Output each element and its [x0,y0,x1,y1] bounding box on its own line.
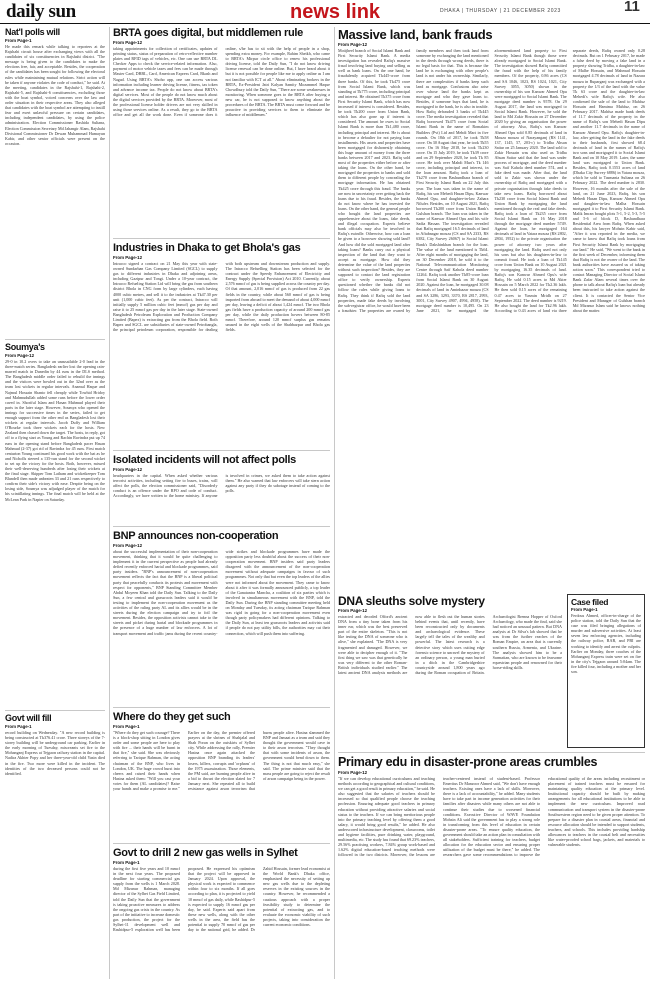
article-continuation: From Page-12 [113,467,143,472]
article-headline: Isolated incidents will not affect polls [113,454,296,466]
dateline: DHAKA | THURSDAY | 21 DECEMBER 2023 [440,8,561,14]
divider [113,238,330,239]
article-dna-sleuths [338,594,562,743]
article-continuation: From Page-1 [113,860,140,865]
article-massive-frauds [338,27,645,591]
article-industries [113,242,330,447]
divider [113,526,330,527]
article-body: taking appointments for collection of certificates, updates of printing status, status of preparation of retro-reflective number plates and RFID tags of vehicles, etc. One can use BRTA DL Checker Apps to check the service-related information. Also, payment of motor vehicle taxes and fees can be made through Master Card, DBBL, Card, American Express Card, Bkash and Nagad. Using BRTA's Shoho app, one can access various information including learner driving license, fitness, tax token and advance income tax. People do not know about BRTA's digital services. Most of the people do not know much about the digital services provided by the BRTA. Moreover, most of the professional license holder drivers are not very skilled in using those services online. As a result, they go to the BRTA office and get all the work done. Even if someone does it online, s/he has to sit with the help of people in a shop, spending extra money. For example, Rahim Sheikh, who came to BRTA's Mirpur circle office to renew his professional driving license, told the Daily Sun, "I do not know driving license renewal can be done online. But, I have heard about it but it is not possible for people like me to apply online as I am not familiar with ICT at all." About eliminating brokers in the BRTA, Ex-President Jatri Kalyan Samity Mozammel Haque Chowdhury told the Daily Sun, "There are some weaknesses in monitoring. When someone goes to the BRTA after buying a new car, he is not supposed to know anything about the procedures of the BRTA. The BRTA must come forward and be proactive in providing services to them to eliminate the influence of middlemen." [113,46,330,118]
article-headline: BNP announces non-cooperation [113,530,279,542]
page-number: 11 [624,0,640,15]
divider [338,752,645,753]
divider [113,843,330,844]
article-headline: Govt to drill 2 new gas wells in Sylhet [113,847,298,859]
article-continuation: From Page-1 [113,724,140,729]
article-case-filed [571,597,641,745]
divider [113,450,330,451]
article-isolated-incidents [113,454,330,523]
newspaper-logo: daily sun [6,1,76,22]
article-continuation: From Page-1 [5,38,32,43]
article-continuation: From Page-12 [113,255,143,260]
article-headline: Soumya's [5,342,45,352]
article-headline: Nat'l polls will [5,27,60,37]
article-natl-polls [5,27,105,337]
article-body: during the first five years and 10 mmcf in the next four years. The proposed deadline for starting commercial gas supply from the wells is 1 March 2028. Md Mizanur Rahman, managing director of the Sylhet Gas Field Limited, told the Daily Sun that the government is taking proactive measures to address the ongoing gas crisis in the country. As part of the initiative to increase domestic gas production, the project for the Sylhet-11 development well and Rashidpur-5 exploration well has been proposed. He expressed his optimism that the project will be approved in January 2024. Upon approval, the physical work is expected to commence within four to six months. If all goes according to plan, it is projected to yield 10 mmcf of gas daily, while Rashidpur-5 is expected to supply 16 mmcf gas per day, he said. Experts said apart from these new wells, along with the other wells in the area, the field has the potential to supply 70 mmcf of gas per day to the national grid, he added. Dr Zahid Hossain, former lead economist at the World Bank's Dhaka office, emphasised the necessity of setting up new gas wells due to the depleting reserves in the existing sources in the country. However, he recommended a cautious approach with a proper feasibility study to determine the potential of extracting gas, and to evaluate the economic viability of such projects, taking into consideration the current economic conditions. [113,866,330,933]
article-body: "If we can develop educational curriculums and teaching methods according to geographical and cultural conditions, we can get a good result in primary education," he said. He also suggested that the salaries of teachers should be increased so that qualified people choose the teaching profession. Ensuring adequate good teachers in primary education without providing attractive salaries and social status to the teachers. If we can bring meritorious people into the primary teaching level by offering them a good salary, it would bring good results," he added. He also underscored infrastructure development, classrooms, toilet and hygiene facilities, pure drinking water, playground, multimedia, etc. The study has found that 69.23% teachers, 29.56% practising workers, 7.84% group work-based and 1.62% digital education-based teaching methods were followed in the two districts. Moreover, the lessons are teacher-centered instead of student-based. Professor Emeritus Dr Manzoor Ahmed said, "We don't have enough teachers. Existing ones have a lack of skills. Moreover, there is a lack of accountability," he added. Many students have to take part in income generation activities for their families after disasters while many others are not able to continue their studies due to worsened financial conditions. Executive Director of WAVE Foundation Mohsin Ali said the government has to play a strong role in transforming from this level of education in certain disaster-prone areas. "To ensure quality education, the government should take an action plan in consultation with all stakeholders. Sufficient training for teachers, budget allocation for the education sector and ensuring proper utilisation of the budget must be there," he added. The researchers gave some recommendations to improve the educational quality of the areas including recruitment or placement of trained teachers must be ensured for maintaining quality education at the primary level. Institutional capacity should be built by making arrangements for all educational institutions to be able to implement the new curriculum. Improved road communication and transport system in the disaster-prone Southwestern region need to be given proper attention. To prepare for a disaster plan in coastal areas, financial and resource allocation should be intended to support students, teachers, and schools. This includes providing hardship allowances to teachers in the coastal belt and necessities like water-proofed school bags, jackets, and materials to vulnerable students. [338,776,645,858]
article-headline: Massive land, bank frauds [338,27,493,42]
article-continuation: From Page-1 [571,607,598,612]
divider [5,710,105,711]
article-where-do-they-get [113,711,330,840]
article-brta [113,27,330,235]
article-continuation: From Page-12 [5,353,35,358]
article-primary-edu [338,755,645,979]
section-title: news link [290,1,381,23]
article-body: extracted and decoded Offord's ancient DNA from a tiny bone taken from his inner ear, which was the best preserved part of the entire skeleton. "This is not like testing the DNA of someone who is alive," she explained. "The DNA is very fragmented and damaged. However, we were able to decipher enough of it. "The first thing we saw was that genetically he was very different to the other Roman-British individuals studied earlier." The latest ancient DNA analysis methods are now able to flesh out the human stories behind events that, until recently, have been reconstructed only by documents and archaeological evidence. These largely tell the tales of the wealthy and powerful. The latest research is a detective story which uses cutting edge forensic science to unravel the mystery of an ordinary person, a young man buried in a ditch in the Cambridgeshire countryside around 1,800 years ago during the Roman occupation of Britain. Archaeologist Brenna Hopper of Oxford Archaeology, who made the find, said she had noticed an unusual pattern. But DNA analysis at Dr Silva's lab showed that he was from the further reaches of the Roman Empire, an area that is currently southern Russia, Armenia, and Ukraine. The analysis showed him to be a Sarmatian, who are known to be fearsome equestrian people and renowned for their horse-riding skills. [338,614,562,676]
article-continuation: From Page-1 [5,724,32,729]
article-headline: Where do they get such [113,711,231,723]
article-headline: Primary edu in disaster-prone areas crumbles [338,755,598,769]
article-body: record building on Wednesday. "A new record building is being constructed at Tk376.41 crore. Three storeys of the 7-storey building will be underground car parking. Earlier in the early morning of Tuesday, miscreants set fire to the Mohanganj Express at Tejgaon railway station in the capital. Nadira Akhter Popy and her three-year-old child Yasin died in the fire. Two more were killed in the incident. The identities of the two deceased persons could not be identified. [5,730,105,776]
article-continuation: From Page-12 [338,770,368,775]
article-soumya [5,342,105,707]
article-body: 29-0 in 10.2 overs to take an unassailable 2-0 lead in the three-match series. Bangladesh earlier lost the opening rain-marred match in Dunedin by 44 runs in the DLS method. The Bangladesh middle order failed to rebuild the innings and the visitors were bowled out in the 32nd over as the team lost wickets in regular intervals. Anamul Haque and Najmul Hossain Shanto fell cheaply while Towhid Hridoy and Mahmudullah added some runs before the lower order caved in. Shoriful Islam and Hasan Mahmud played their parts in the later stage. However, Soumya who opened the innings for successive times in the series, failed to get enough support from the other end as Bangladesh lost their wickets at regular intervals. Jacob Duffy and William O'Rourke took three wickets each for the hosts. New Zealand then chased down the target. The hosts, in reply, got off to a flying start as Young and Rachin Ravindra put up 74 runs in the opening stand before Bangladesh pacer Hasan Mahmud (2-37) got rid of Ravindra for 45 runs. First match centurion Young continued his good work with the bat as he and Nicholls steered a 135-run stand for the second wicket to set up the victory for the hosts. Both, however, missed their well-deserving hundreds after losing their wickets at the final stage. Skipper Tom Latham and wicketkeeper Tom Blundell then made unbeaten 33 and 21 runs respectively to confirm their side's victory with ease. Despite being on the losing side, Soumya was adjudged player of the match for his scintillating innings. The final match will be held at the McLean Park in Napier on Saturday. [5,359,105,502]
article-continuation: From Page-12 [113,40,143,45]
article-headline: Case filed [571,597,609,607]
article-continuation: From Page-12 [338,42,368,47]
article-headline: BRTA goes digital, but middlemen rule [113,27,303,39]
column-divider [334,27,335,979]
article-govt-gas-wells [113,847,330,979]
article-body: Motijheel branch of Social Islami Bank and First Security Islami Bank. A media investigation has revealed Rafiq's massive fraud involving land buying and selling as well as bank loans. On the one hand, he fraudulently acquired Tk445-crore from three banks. Of this, he took Tk475 crore from Social Islami Bank, which was standing at Tk775 crore, including principal and interest. He obtained Tk375 crore from First Security Islami Bank, which has now increased if interest is considered. Besides, he took Tk200 crore from Union Bank, which has also gone up if interest is considered. The amount he owes to Social Islami Bank is more than Tk1,480 crore, including principal and interest. He is about to become a defaulter for not paying loan installments. His assets and properties have been mortgaged for dishonestly obtaining this huge amount of money from the three banks between 2017 and 2023. Rafiq sold most of the properties either before or after taking the loans. On the other hand, he mortgaged the properties to banks and sold them to different people by concealing the mortgage information. He has obtained Tk425 crore through this fraud. The banks are now in uncertainty over getting back the loans due to his fraud. Besides, the banks do not know where he has invested the loans. On the other hand, the general people who bought the land properties are apprehensive about the loans, fake deeds, and illegal occupation. Experts believe bank officials may also be involved in Rafiq's swindle. Otherwise, how can a loan be given to a borrower showing sold land? And how did the sold mortgaged land after taking loans? Banks carry out a physical inspection of the land that they want to accept as mortgage. How did they determine the value of the land properties without such inspection? Besides, they are supposed to contact the land registration office to verify ownership. Experts questioned whether the banks did not follow the rules while giving loans to Rafiq. They think if Rafiq sold the land properties, made fake deeds by involving the sub-registrar office, he would have been a fraudster. The properties are owned by family members and then took land from someone by exchanging the land mentioned in the deeds through wrong deeds, there is no legal basis for that. This is because the land he is exchanging with other people's land is not under his ownership. Similarly, there are complexities if banks keep such land as mortgage. Confusions also arise over whose land the banks kept as mortgage and who they gave loans to. Besides, if someone buys that land, he is mortgaged to the bank, he is also in trouble. How Rafiq defrauded 3 banks of Tk445 crore. The media investigation revealed that Rafiq borrowed Tk475 crore from Social Islami Bank in the name of Romakim Builders (Pvt) Ltd and Mehdi Mart in five rounds. On 18th of 2017, he took Tk58 crore. On 30 August that year, he took Tk55 crore. On 16 May 2018, he took Tk230 crore. On 15 July 2019, he took Tk39 crore and on 29 September 2020, he took Tk 85 crore. He took over Mahdi Mart's Tk 146 crore, including principal and interest, in the loan amount. Rafiq took a loan of Tk270 crore from Bashundhara branch of First Security Islami Bank on 22 July this year. The loan was taken in the name of Rafiq, his son Mehedi Hasan Dipu, Kanwar Ahmed Opu, and daughter-in-law Zahara Nilufer. Besides, on 10 August 2021, Rafiq borrowed Tk200 crore from Union Bank's Gulshan branch. The loan was taken in the name of Kanwar Ahmed Opu and his wife Sadia Hassan. The investigation revealed that Rafiq mortgaged 16.5 decimals of land in Aftabnagar mouza (CS and SA 2333, RS 6382, City Survey 26067) to Social Islami Bank's Dakshinkhan branch for the loan. The value of the land mentioned is Tk64. After eight months of mortgaging the land, on 30 December 2018, he sold it to the National Telecommunication Monitoring Centre through Saif Kahola deed number 12264. Rafiq took another Tk85-crore loan from Social Islami Bank on 30 August 2020. Against the loan, he mortgaged 30.08 decimals of land in Aminbazar mouza (CS and SA 3286, 3293, 3370, RS 2817, 2993, 3001, City Survey 4907, 4994, 4958). The mortgage deed number is 10,495. On 23 June 2021, he mortgaged the aforementioned land property to First Security Islami Bank though those were already mortgaged to Social Islami Bank. The investigation showed Rafiq committed the fraud with the help of his family members. Of the property, 0.86 acres (CS and SA 1046, 1023, RS 1024, 1021, City Survey 3055, 3050) shown in the ownership of his son Kanwar Ahmed Opu were mortgaged to Social Islami Bank. The mortgage deed number is 9578. On 29 August 2017, the land was mortgaged to Social Islami Bank. However, he sold the land to Md Zakir Hossain on 27 December 2020 by giving an organisation the power of attorney. Also, Rafiq's son Kanwar Ahmed Opu sold 0.85 decimals of land in Mouza mouza of Narayanganj (RS 1141, 137, 1145, 57, 203-c) to Tridha Ahsan Sattar on 25 January 2020. The land sold to Zakir Hossain was also used as Tridha Ahsan Sattar said that the land was under process of mortgage, and the deed number was Saif Kahola deed number 574, and a fake deed was made. After that, the land sold to Zakir was shown under the ownership of Rafiq and mortgaged with a private organisation through fake deeds to take new loans. Rafiq borrowed about Tk230 crore from Social Islami Bank and Union Bank by mortgaging the land mentioned through the real and fake deeds. Rafiq took a loan of Tk235 crore from Social Islami Bank on 16 May 2018 through the mortgage deed number 5749. Against the loan, he mortgaged 164 decimals of land in Vatara mouza (RS 2802, 2804, 1952) to the private organisation the power of attorney two years after mortgaging the land. Rafiq used not only his sons but also his daughters-in-law to commit fraud. He took a loan of Tk145 crore from Union Bank on 10 August 2021 by mortgaging 16.35 decimals of land. Rafiq's son Kanwar Ahmed Opu's wife Rafiq, He sold 0.15 acres to Md Akter Hossain on 5 March 2022 for Tk2.36 lakh. He then sold 0.15 acres of the remaining 0.47 acres to Yasmin Mridh on 27 September 2022. The deed number is 9219. He also bought the land for Tk2.96 lakh. According to 0.43 acres of land via three separate deeds, Rafiq owned only 0.28 decimals. But on 1 February 2017, he made a false deed by moving a fake land in a property showing Tridha, a daughter-in-law of Malhe Hossain, and Mahmud Hossain mortgaged 4.78 decimals of land in Nazara mouza in Ruparganj was exchanged with a property the 1/3 of the land with the value Tk 63 crore and the daughter-in-law Mehedi's wife Rafiq's wife. He also confirmed the sale of the land to Mahfuz Hossain and Hamima Mahfuz, on 26 February 2017. Mahfuz made bank deeds of 11.7 decimals of the property in the name of Rafiq's son Mehedi Hasan Dipu and another 11.7 decimals in the name of Kanwar Ahmed Opu. Rafiq's daughter-in-law, after getting the land in the fake deeds to their husbands, first showed 68.4 decimals of land in the names of Rafiq's two sons and mortgaged it to Social Islami Bank and on 10 May 2019. Later, the same land was mortgaged to Union Bank. Besides, Rafiq took 0.1553 acres of land (Dhaka City Survey 6886) in Vatara mouza, which he sold to Tasmania Sultana on 26 February 2022. The deed number is 2830. However, 16 months after the sale of the land, on 21 June 2023, Rafiq, his son Mehedi Hasan Dipu, Kanwar Ahmed Opu and daughter-in-law Malha Hossain mortgaged it to First Security Islami Bank. Malik Imran bought plots 5-1, 5-2, 5-3, 5-5 and 5-6 of block D, Bashundhara Residential Area from Rafiq. When asked about this, his lawyer Mohsin Kabir said, "After it was reported in the media, we came to know that Rafiq took loans from First Security Islami Bank by mortgaging our land." He said, "We went to the bank in the first week of December, informing them that Rafiq is not the owner of the land. The bank authorities have assured us of taking action soon." This correspondent tried to contact Managing Director of Social Islami Bank Zafar Alam several times over the phone to talk about Rafiq's loan but already been instructed to take action against the client. It is contacted the Senior Vice President and Manager of Gulshan branch Md Mizanur Islam said he knows nothing about the matter. [338,48,645,313]
article-body: headquarters in the capital. When asked whether various terrorist activities, including setting fire to buses, trains, will affect the polls, the election commissioner said, "Disorderly conduct is an offence under the RPO and code of conduct. Accordingly, we have written to the home ministry. If anyone is involved in crimes, we asked them to take action against them." He also warned that law enforcers will take stern action against any party if they do sabotage instead of coming to the polls. [113,473,330,499]
article-headline: Industries in Dhaka to get Bhola's gas [113,242,301,254]
article-body: Intracco signed a contract on 21 May this year with state-owned Sundarban Gas Company Limited (SGCL) to supply gas to different industries in Dhaka and adjoining areas, including Gazipur and Tongi. Under a 10-year contract, the Intracco Refueling Station Ltd will bring the gas from southern district Bhola in CNG form by large cylinders, each having 4000 cubic metres, and sell it to the industries at Tk47.30 per unit (1,000 cubic feet). As per the contract, Intracco will initially supply 5 million cubic feet (mmcf) gas per day and raise it to 25 mmcf gas per day in the later stage. State-owned Bangladesh Petroleum Exploration and Production Company Limited (Bapex) is extracting gas from the Bhola field. Both Bapex and SGCL are subsidiaries of state-owned Petrobangla, the principal petroleum corporation, responsible for dealing with both upstream and downstream production and supply. The Intracco Refuelling Station has been selected for the contract under the Speedy Enhancement of Electricity and Energy Supply (Special Provision) Act 2010. Currently, about 2,576 mmcf of gas is being supplied across the country per day. Of that amount, 2,016 mmcf of gas is produced from 22 gas fields in the country, while about 560 mmcf of gas is being imported from abroad to meet the demand of about 4,000 mmcf per day, leaving a deficit of about 1,424 mmcf. The two Bhola gas fields have a production capacity of around 200 mmcf gas per day, while the daily production hovers between 80-85 mmcf. Therefore, around 120 mmcf surplus gas remains unused in the eight wells of the Shahbazpur and Bhola gas fields. [113,261,330,333]
article-headline: DNA sleuths solve mystery [338,594,485,608]
article-headline: Govt will fill [5,713,52,723]
column-divider [109,27,110,979]
article-govt-fill [5,713,105,979]
divider [113,707,330,708]
article-body: He made this remark while talking to reporters at the Rajshahi circuit house after exchanging views with all the candidates of six constituencies in Rajshahi district. "The message is being given to the candidates to make the elections free, fair, and acceptable. Besides, the cooperation of the candidates has been sought for following the electoral rules while maintaining mutual relations. Strict action will be taken if anyone violates the code of conduct," he said. At the meeting, candidates in the Rajshahi-1, Rajshahi-2, Rajshahi-5, and Rajshahi-6 constituencies, excluding those with the boat symbol, voiced concerns over the law and order situation in their respective areas. They also alleged that candidates with the boat symbol are attempting to instill fear and exert unlawful pressure on certain candidates, including independent candidates, by using the police administration. Election Commissioner Rashida Sultana, Election Commission Secretary Md Jahangir Alam, Rajshahi Divisional Commissioner Dr Dewan Muhammad Humayun Kabir, and other senior officials were present on the occasion. [5,44,105,146]
article-body: "Where do they get such courage? There is a block-shop sitting in London gives order and some people are here to play with fire ... their hands will be burnt in that fire," she said. She was obviously referring to Tarique Rahman, the acting chairman of the BNP, who lives in London, UK. The huge crowd burst into cheers and raised their hands when Hasina asked them: "Will you cast your votes for them (AL candidates)? Raise your hands and make a promise to me." Earlier on the day, the premier offered prayers at the shrines of Shahjalal and Shah Poran on the outskirts of Sylhet city. While addressing the rally, Premier Hasina once again attacked the opposition BNP branding its leaders' losers, killers, corrupts and 'orphans' of the 1975 assassination. Those elements, the PM said, are burning people alive in a bid to thwart the election slated for 7 January next. She repeated all to build resistance against arson terrorism that burns people alive. Hasina slammed the BNP and Jamaat as a team and said they thought the government would cave in to their arson terrorism. "They thought that with some incidents of arson, the government would bend down to them. The thing is not that much easy," she said. The prime minister said that the mass people are going to reject the result of arson campaign being in the power. [113,730,330,792]
article-bnp [113,530,330,704]
article-body: Ferdous Ahmed, officer-in-charge of the police station, told the Daily Sun that the case was filed bringing allegations of murder and subversive activities. At least seven law enforcing agencies, including the railway police, RAB, and PBI are working to identify and arrest the culprits. Earlier on Monday, three coaches of the Mohanganj Express train were set on fire in the city's Tejgaon around 5:04am. The fire killed four, including a mother and her son. [571,613,641,675]
article-continuation: From Page-12 [338,608,368,613]
article-body: about the successful implementation of their non-cooperation movement, thinking that it would be quite challenging to implement it in the current perspective as people had already defied recently enforced hartal and blockade programmes, said party insiders. "BNP's announcement of non-cooperation movement reflects the fact that the BNP is a liberal political party that peacefully conducts its protests and movement with respect for opponents," BNP Standing Committee Member Abdul Moyeen Khan told the Daily Sun. Talking to the Daily Sun, a few central and grassroots leaders said it would be testing to implement the non-cooperation movement as the activities of the ruling party AL and its allies would be in the streets during the election campaign and try to foil the movement. Besides, the opposition activists cannot take to the streets and picket during hartal and blockade programmes in the presence of a huge number of law enforcers. A lot of transport movement and traffic jams during the recent country-wide strikes and blockade programmes have made the opposition party less doubtful about the success of their non-cooperation movement. BNP insiders said party leaders disagreed with the announcement of the non-cooperation movement without adequate campaigns in favour of such programmes. Not only that but even the top leaders of the allies were not informed about the movement. They came to know about it after it was formally announced publicly, a top leader of the Ganatantra Mancha, a coalition of six parties which is involved in simultaneous movement with the BNP, told the Daily Sun. During the BNP standing committee meeting held on Monday and Tuesday, its acting chairman Tarique Rahman was rigid in going for a non-cooperation movement even though party policymakers had different opinions. Talking to the Daily Sun, at least ten grassroots leaders and activists said if people do not pay utility bills, the authorities may cut their connection, which will push them into suffering. [113,549,330,636]
divider [5,339,105,340]
masthead [0,0,650,24]
article-continuation: From Page-12 [113,543,143,548]
